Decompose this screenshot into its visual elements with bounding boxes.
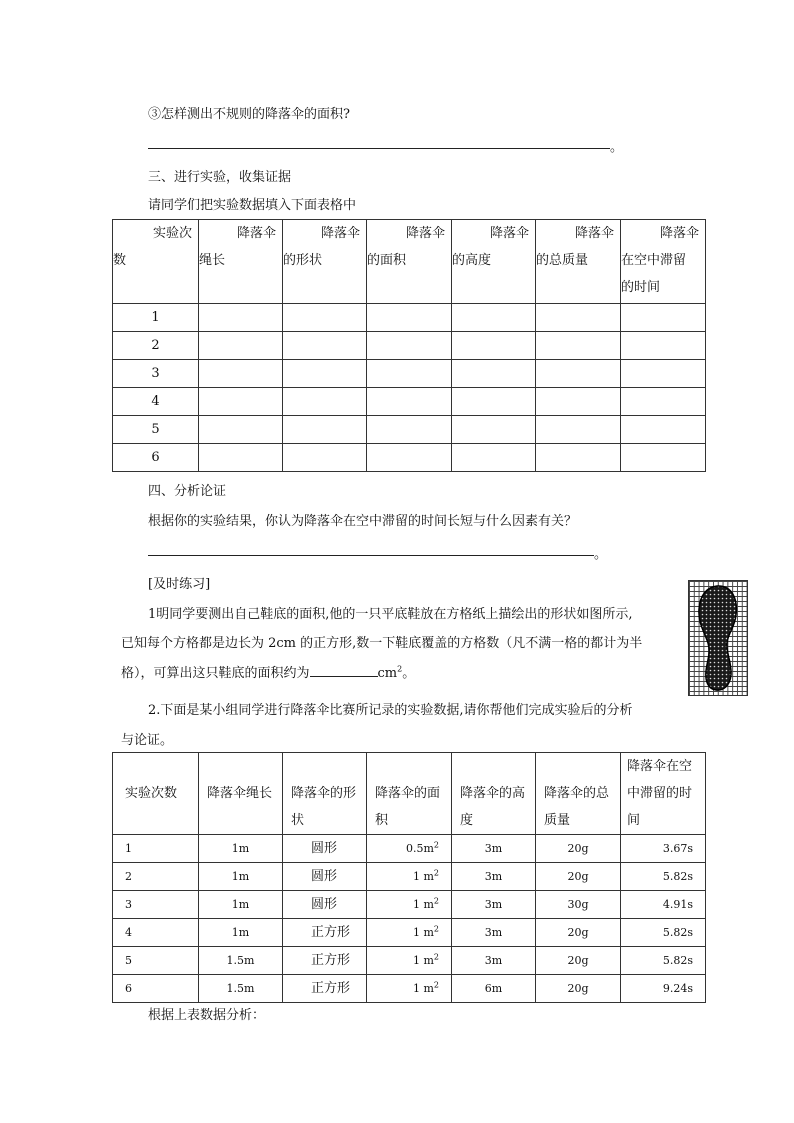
section-4-question: 根据你的实验结果，你认为降落伞在空中滞留的时间长短与什么因素有关？: [148, 514, 578, 529]
cell-mass: 20g: [536, 835, 621, 863]
cell-area: 1 $m^2$: [367, 975, 452, 1003]
cell-time: 5.82s: [621, 919, 706, 947]
section-3-title: 三、进行实验，收集证据: [148, 170, 292, 185]
empty-cell[interactable]: [621, 388, 706, 416]
section-4-title: 四、分析论证: [148, 484, 227, 499]
cell-height: 3m: [452, 947, 536, 975]
empty-cell[interactable]: [367, 304, 452, 332]
cell-height: 6m: [452, 975, 536, 1003]
cell-trial: 4: [113, 919, 199, 947]
empty-cell[interactable]: [367, 360, 452, 388]
cell-mass: 20g: [536, 975, 621, 1003]
row-number: 6: [113, 444, 199, 472]
header-shape: 降落伞的形 状: [283, 753, 367, 835]
empty-cell[interactable]: [621, 332, 706, 360]
table-row: [113, 975, 706, 1003]
question-3: ③怎样测出不规则的降落伞的面积?: [148, 107, 350, 122]
cell-area: 1 $m^2$: [367, 863, 452, 891]
cell-rope-length: 1m: [199, 863, 283, 891]
table-row: [113, 360, 706, 388]
empty-cell[interactable]: [621, 416, 706, 444]
empty-cell[interactable]: [367, 332, 452, 360]
row-number: 2: [113, 332, 199, 360]
row-number: 3: [113, 360, 199, 388]
header-hang-time: 降落伞 在空中滞留 的时间: [621, 220, 706, 304]
cell-mass: 20g: [536, 863, 621, 891]
empty-cell[interactable]: [283, 332, 367, 360]
cell-time: 5.82s: [621, 863, 706, 891]
cell-rope-length: 1.5m: [199, 975, 283, 1003]
cell-height: 3m: [452, 919, 536, 947]
empty-cell[interactable]: [621, 444, 706, 472]
practice-title: [及时练习]: [148, 577, 211, 592]
table-row: [113, 835, 706, 863]
cell-trial: 1: [113, 835, 199, 863]
empty-cell[interactable]: [452, 360, 536, 388]
data-entry-table: [112, 219, 706, 472]
cell-height: 3m: [452, 891, 536, 919]
cell-shape: 圆形: [283, 835, 367, 863]
header-area: 降落伞的面 积: [367, 753, 452, 835]
cell-area: 1 $m^2$: [367, 919, 452, 947]
cell-height: 3m: [452, 863, 536, 891]
empty-cell[interactable]: [199, 444, 283, 472]
cell-trial: 2: [113, 863, 199, 891]
empty-cell[interactable]: [199, 304, 283, 332]
empty-cell[interactable]: [536, 416, 621, 444]
header-shape: 降落伞 的形状: [283, 220, 367, 304]
table-row: [113, 332, 706, 360]
header-height: 降落伞 的高度: [452, 220, 536, 304]
period-mark: 。: [594, 547, 608, 562]
empty-cell[interactable]: [199, 388, 283, 416]
empty-cell[interactable]: [367, 416, 452, 444]
header-total-mass: 降落伞的总 质量: [536, 753, 621, 835]
section-3-instruction: 请同学们把实验数据填入下面表格中: [148, 198, 357, 213]
cell-shape: 正方形: [283, 975, 367, 1003]
answer-blank-section-4[interactable]: [148, 555, 594, 556]
empty-cell[interactable]: [283, 304, 367, 332]
empty-cell[interactable]: [452, 388, 536, 416]
cell-area: 1 $m^2$: [367, 891, 452, 919]
header-trial-number: 实验次 数: [113, 220, 199, 304]
empty-cell[interactable]: [621, 360, 706, 388]
cell-time: 3.67s: [621, 835, 706, 863]
practice-1-line-2: 已知每个方格都是边长为 2cm 的正方形,数一下鞋底覆盖的方格数（凡不满一格的都计为半: [121, 636, 643, 651]
empty-cell[interactable]: [452, 444, 536, 472]
conclusion-prompt: 根据上表数据分析：: [148, 1008, 266, 1023]
row-number: 4: [113, 388, 199, 416]
recorded-data-table: [112, 752, 706, 1003]
header-trial-number: 实验次数: [113, 753, 199, 835]
empty-cell[interactable]: [536, 332, 621, 360]
row-number: 1: [113, 304, 199, 332]
cell-height: 3m: [452, 835, 536, 863]
table-row: [113, 863, 706, 891]
cell-time: 4.91s: [621, 891, 706, 919]
cell-mass: 20g: [536, 919, 621, 947]
cell-shape: 正方形: [283, 947, 367, 975]
cell-rope-length: 1m: [199, 891, 283, 919]
practice-1-line-1: 1明同学要测出自己鞋底的面积,他的一只平底鞋放在方格纸上描绘出的形状如图所示,: [148, 607, 633, 622]
cell-rope-length: 1m: [199, 835, 283, 863]
header-area: 降落伞 的面积: [367, 220, 452, 304]
empty-cell[interactable]: [283, 416, 367, 444]
answer-blank-area[interactable]: [310, 664, 378, 677]
cell-shape: 圆形: [283, 863, 367, 891]
empty-cell[interactable]: [536, 444, 621, 472]
table-row: [113, 891, 706, 919]
header-hang-time: 降落伞在空 中滞留的时 间: [621, 753, 706, 835]
header-height: 降落伞的高 度: [452, 753, 536, 835]
empty-cell[interactable]: [367, 388, 452, 416]
cell-trial: 5: [113, 947, 199, 975]
empty-cell[interactable]: [283, 444, 367, 472]
cell-mass: 20g: [536, 947, 621, 975]
empty-cell[interactable]: [452, 416, 536, 444]
shoe-sole-icon: [689, 581, 747, 695]
shoe-sole-grid-figure: [688, 580, 748, 696]
table-header-row: [113, 753, 706, 835]
practice-2-line-2: 与论证。: [121, 733, 174, 748]
cell-rope-length: 1m: [199, 919, 283, 947]
empty-cell[interactable]: [199, 416, 283, 444]
table-row: [113, 919, 706, 947]
empty-cell[interactable]: [367, 444, 452, 472]
practice-1-line-3: 格），可算出这只鞋底的面积约为 $cm^2$。: [121, 664, 416, 681]
row-number: 5: [113, 416, 199, 444]
empty-cell[interactable]: [199, 332, 283, 360]
table-row: [113, 304, 706, 332]
empty-cell[interactable]: [283, 360, 367, 388]
cell-time: 5.82s: [621, 947, 706, 975]
practice-2-line-1: 2.下面是某小组同学进行降落伞比赛所记录的实验数据,请你帮他们完成实验后的分析: [148, 703, 633, 718]
empty-cell[interactable]: [452, 304, 536, 332]
cell-area: $0.5m^2$: [367, 835, 452, 863]
header-rope-length: 降落伞 绳长: [199, 220, 283, 304]
table-row: [113, 444, 706, 472]
table-row: [113, 947, 706, 975]
cell-shape: 圆形: [283, 891, 367, 919]
cell-time: 9.24s: [621, 975, 706, 1003]
cell-mass: 30g: [536, 891, 621, 919]
table-row: [113, 388, 706, 416]
header-total-mass: 降落伞 的总质量: [536, 220, 621, 304]
cell-trial: 3: [113, 891, 199, 919]
empty-cell[interactable]: [199, 360, 283, 388]
cell-rope-length: 1.5m: [199, 947, 283, 975]
empty-cell[interactable]: [452, 332, 536, 360]
empty-cell[interactable]: [536, 388, 621, 416]
cell-trial: 6: [113, 975, 199, 1003]
empty-cell[interactable]: [283, 388, 367, 416]
answer-blank-q3[interactable]: [148, 148, 610, 149]
empty-cell[interactable]: [621, 304, 706, 332]
cell-shape: 正方形: [283, 919, 367, 947]
cell-area: 1 $m^2$: [367, 947, 452, 975]
table-row: [113, 416, 706, 444]
empty-cell[interactable]: [536, 360, 621, 388]
table-header-row: [113, 220, 706, 304]
period-mark: 。: [610, 140, 624, 155]
header-rope-length: 降落伞绳长: [199, 753, 283, 835]
empty-cell[interactable]: [536, 304, 621, 332]
